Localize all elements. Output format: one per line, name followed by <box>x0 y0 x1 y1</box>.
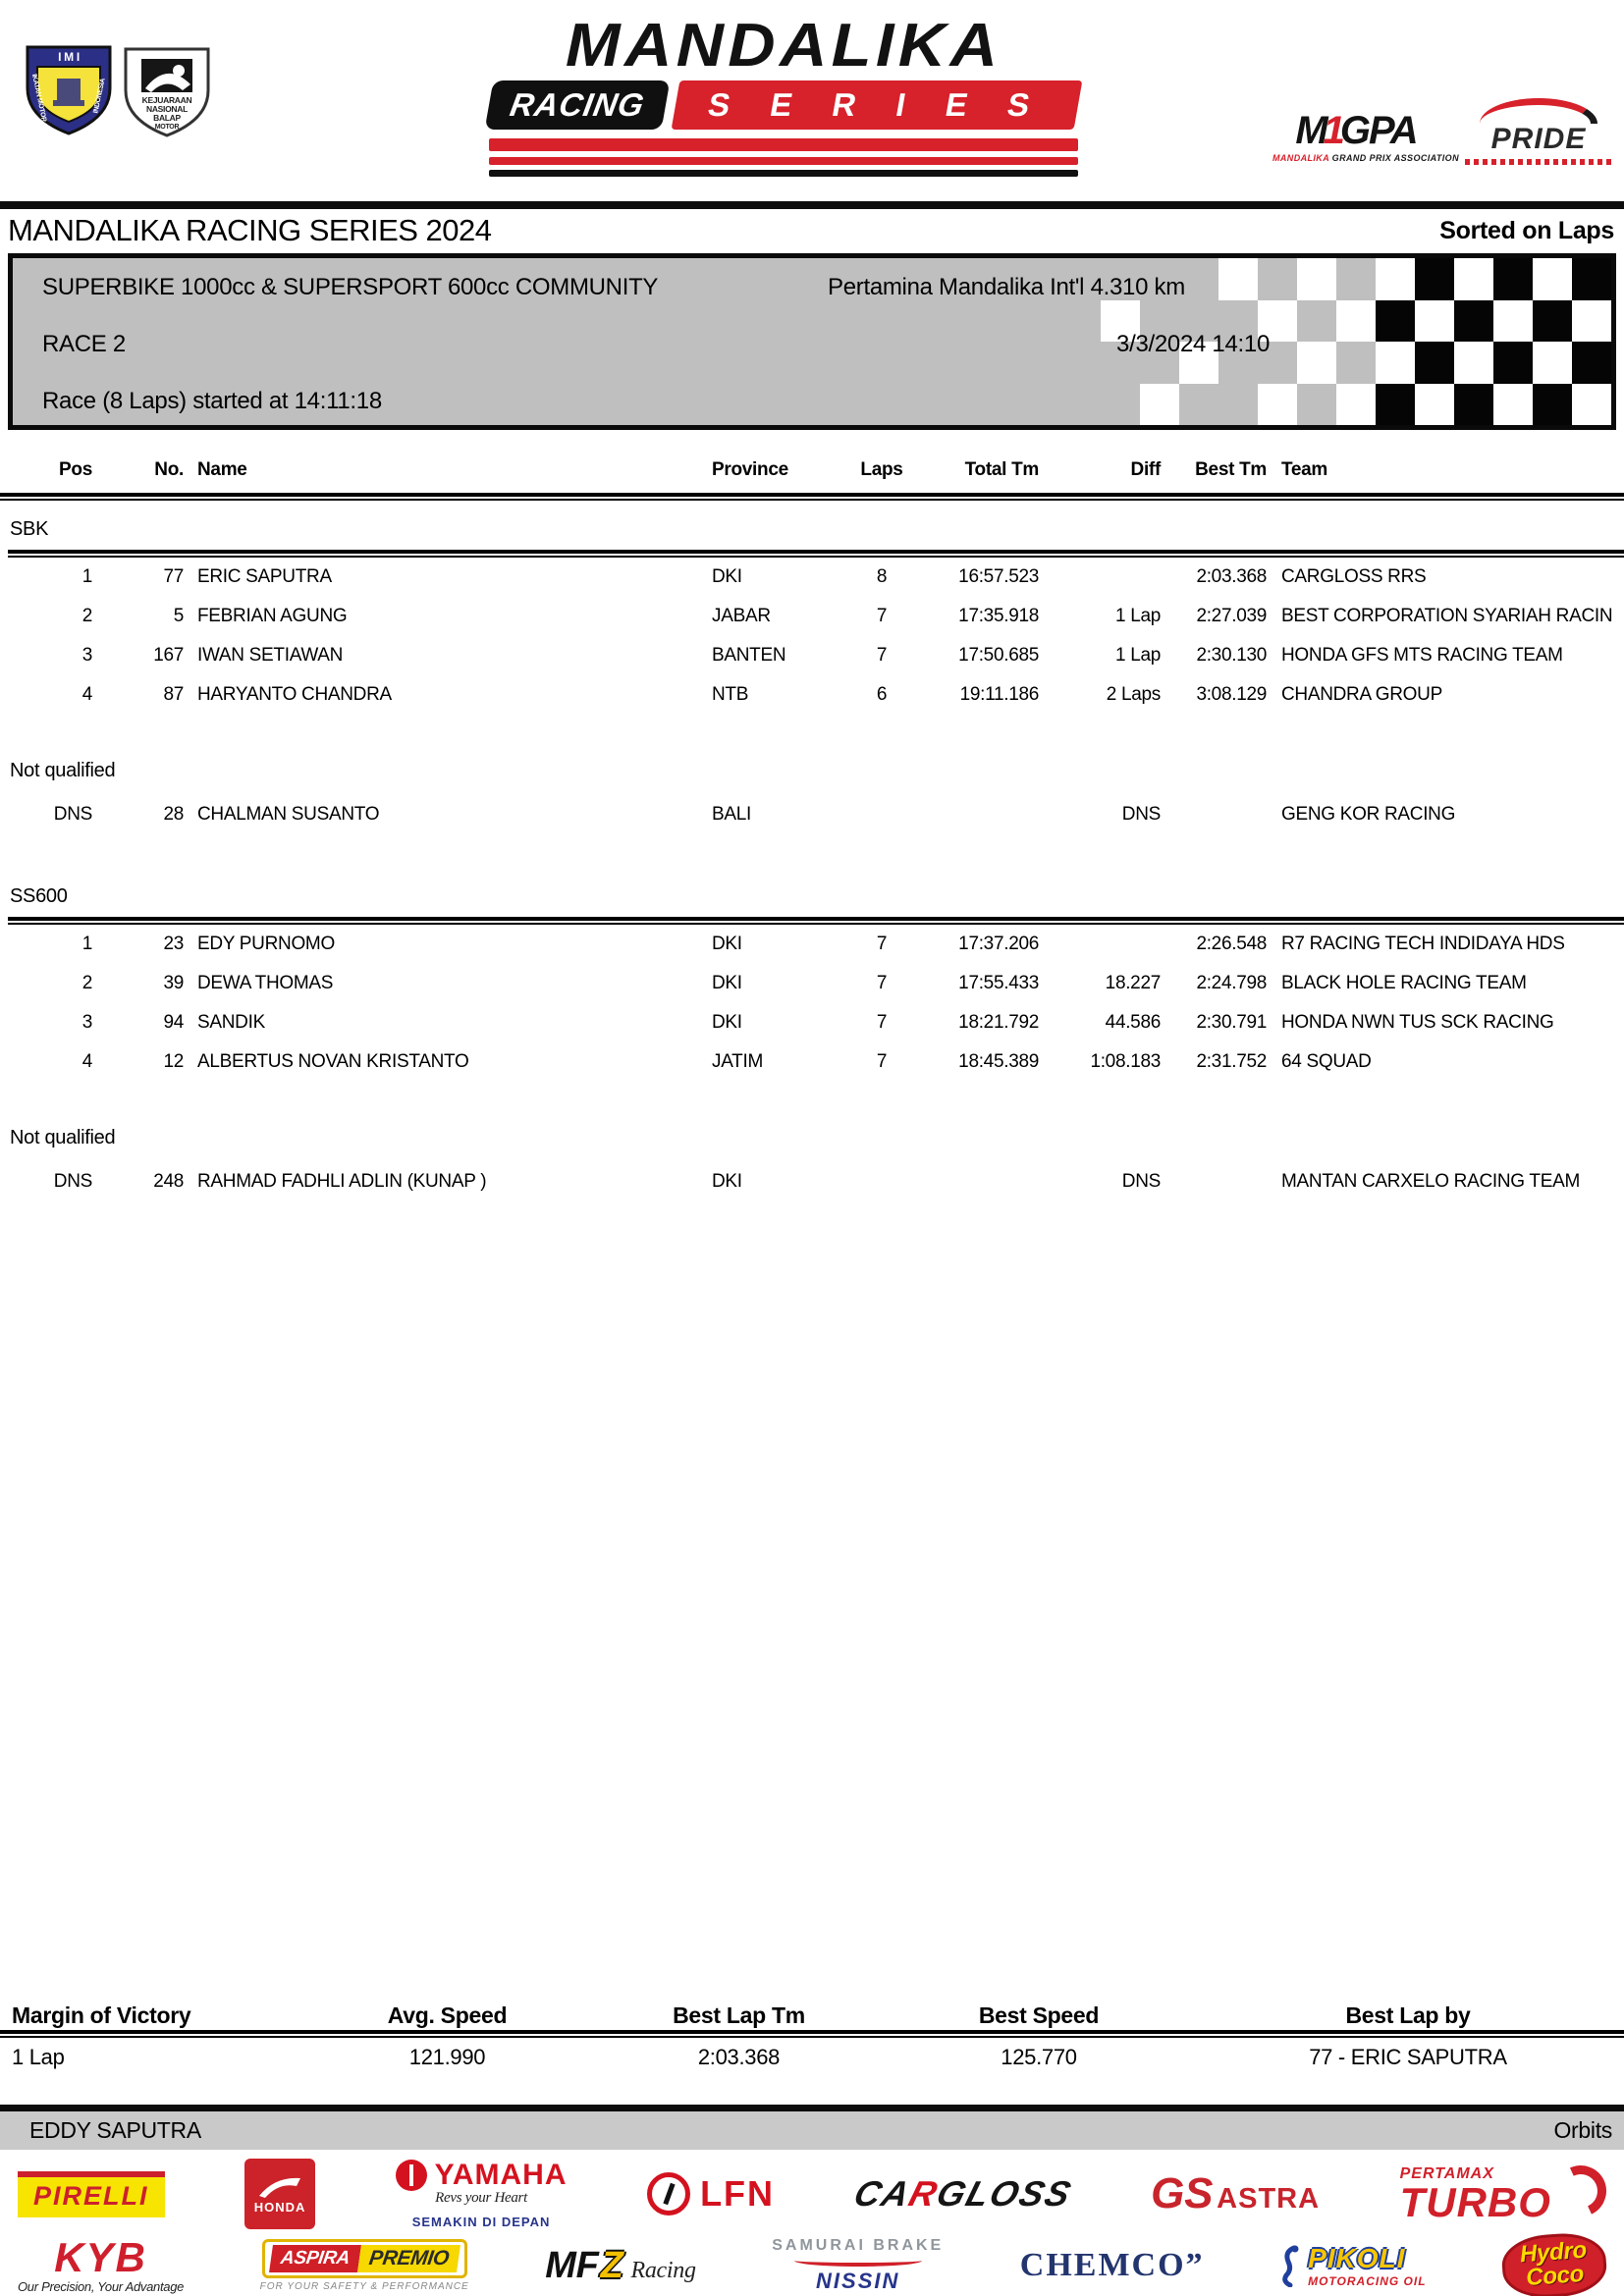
pride-logo <box>1465 98 1612 165</box>
checker-cell <box>1572 342 1611 384</box>
result-row <box>8 1162 1624 1201</box>
cargloss-gloss: GLOSS <box>931 2173 1077 2214</box>
turbo-wordmark: TURBO <box>1399 2179 1551 2225</box>
cell-diff: 2 Laps <box>1106 684 1161 705</box>
checker-cell <box>1493 258 1533 300</box>
cell-name: RAHMAD FADHLI ADLIN (KUNAP ) <box>197 1171 487 1192</box>
result-row <box>8 558 1624 597</box>
cell-name: IWAN SETIAWAN <box>197 645 344 666</box>
ss600-nq-rows <box>8 1162 1624 1201</box>
yamaha-wordmark: YAMAHA <box>434 2159 568 2191</box>
stats-header-row <box>8 2001 1624 2030</box>
cell-no: 94 <box>163 1012 184 1033</box>
premio-wordmark: PREMIO <box>357 2245 460 2272</box>
cargloss-r: R <box>903 2173 944 2214</box>
cell-no: 28 <box>163 804 184 825</box>
title-row <box>8 209 1614 252</box>
header-no: No. <box>154 459 184 480</box>
not-qualified-label-ss600: Not qualified <box>10 1127 116 1148</box>
sbk-rows <box>8 558 1624 715</box>
mgpa-one: 1 <box>1323 109 1343 152</box>
sorted-on-label: Sorted on Laps <box>1439 216 1614 244</box>
cell-diff: 1 Lap <box>1114 645 1161 666</box>
yamaha-tagline: Revs your Heart <box>435 2190 527 2206</box>
pikoli-logo <box>1280 2243 1426 2288</box>
header-province: Province <box>712 459 788 480</box>
not-qualified-label-sbk: Not qualified <box>10 760 116 781</box>
cell-pos: 4 <box>81 684 92 705</box>
pride-arc-icon <box>1480 98 1597 124</box>
pikoli-seahorse-icon <box>1280 2244 1302 2287</box>
cargloss-logo <box>848 2173 1077 2215</box>
turbo-swoosh-icon <box>1548 2159 1614 2224</box>
logo-stripe-red <box>489 138 1078 151</box>
cell-name: HARYANTO CHANDRA <box>197 684 392 705</box>
cell-pos: 2 <box>81 606 92 626</box>
cell-diff: 18.227 <box>1105 973 1161 993</box>
checker-cell <box>1493 384 1533 426</box>
cell-laps: 7 <box>876 1051 888 1072</box>
mfz-z: Z <box>600 2244 623 2286</box>
stat-header-avg-speed: Avg. Speed <box>387 2002 508 2028</box>
astra-wordmark: ASTRA <box>1217 2183 1321 2215</box>
checker-cell <box>1415 258 1454 300</box>
cell-laps: 7 <box>876 1012 888 1033</box>
racing-badge: RACING <box>485 80 671 130</box>
header-total-tm: Total Tm <box>964 459 1039 480</box>
yamaha-slogan: SEMAKIN DI DEPAN <box>411 2215 551 2229</box>
cell-best: 2:30.791 <box>1196 1012 1267 1033</box>
section-label-sbk: SBK <box>10 518 49 540</box>
cell-laps: 6 <box>876 684 888 705</box>
svg-text:IKATAN MOTOR: IKATAN MOTOR <box>29 73 48 123</box>
checker-cell <box>1218 384 1258 426</box>
result-row <box>8 597 1624 636</box>
svg-text:KEJUARAAN: KEJUARAAN <box>141 95 192 105</box>
checker-cell <box>1533 300 1572 343</box>
event-race: RACE 2 <box>42 331 126 357</box>
checker-cell <box>1454 342 1493 384</box>
honda-wing-icon <box>257 2174 302 2200</box>
result-row <box>8 675 1624 715</box>
mgpa-wordmark <box>1272 110 1439 151</box>
checker-cell <box>1572 384 1611 426</box>
cell-team: HONDA GFS MTS RACING TEAM <box>1281 645 1563 666</box>
cell-laps: 7 <box>876 606 888 626</box>
stat-header-best-speed: Best Speed <box>978 2002 1100 2028</box>
cell-laps: 8 <box>876 566 888 587</box>
mfz-racing-script: Racing <box>630 2257 696 2283</box>
checker-cell <box>1336 342 1376 384</box>
checker-cell <box>1297 384 1336 426</box>
cell-total: 19:11.186 <box>959 684 1039 705</box>
result-row <box>8 964 1624 1003</box>
page-title: MANDALIKA RACING SERIES 2024 <box>8 213 492 247</box>
cell-pos: 1 <box>81 934 92 954</box>
result-row <box>8 636 1624 675</box>
mgpa-subtitle-black: GRAND PRIX ASSOCIATION <box>1328 153 1459 163</box>
series-badge: S E R I E S <box>672 80 1083 130</box>
results-body <box>8 518 1624 1201</box>
cell-province: DKI <box>712 934 742 954</box>
cell-name: DEWA THOMAS <box>197 973 334 993</box>
checker-cell <box>1336 258 1376 300</box>
ss600-rows <box>8 925 1624 1082</box>
checker-cell <box>1533 258 1572 300</box>
cell-total: 17:55.433 <box>958 973 1039 993</box>
mgpa-gpa: GPA <box>1339 109 1417 152</box>
sbk-nq-rows <box>8 795 1624 834</box>
cell-province: BANTEN <box>712 645 786 666</box>
samurai-brake-wordmark: SAMURAI BRAKE <box>772 2237 945 2254</box>
header-team: Team <box>1281 459 1328 480</box>
cell-name: SANDIK <box>197 1012 265 1033</box>
cell-best: 2:24.798 <box>1196 973 1267 993</box>
stat-value-best-lap-by: 77 - ERIC SAPUTRA <box>1309 2045 1507 2069</box>
stat-value-margin: 1 Lap <box>12 2045 65 2069</box>
nissin-arc-icon <box>794 2255 922 2267</box>
cell-team: HONDA NWN TUS SCK RACING <box>1281 1012 1554 1033</box>
kyb-wordmark: KYB <box>54 2233 147 2280</box>
event-datetime: 3/3/2024 14:10 <box>1116 331 1270 357</box>
cell-pos: 4 <box>81 1051 92 1072</box>
pirelli-logo <box>18 2171 165 2217</box>
cell-total: 18:45.389 <box>958 1051 1039 1072</box>
cell-pos: DNS <box>53 1171 92 1192</box>
checker-cell <box>1415 300 1454 343</box>
cell-name: CHALMAN SUSANTO <box>197 804 380 825</box>
cell-team: MANTAN CARXELO RACING TEAM <box>1281 1171 1580 1192</box>
checker-cell <box>1376 384 1415 426</box>
cell-province: DKI <box>712 1012 742 1033</box>
header-logos <box>0 0 1624 196</box>
orbits-label: Orbits <box>1553 2117 1612 2143</box>
pertamax-turbo-logo <box>1399 2165 1606 2225</box>
cell-province: BALI <box>712 804 751 825</box>
svg-text:MOTOR: MOTOR <box>154 124 180 131</box>
checker-cell <box>1258 258 1297 300</box>
cell-best: 2:30.130 <box>1196 645 1267 666</box>
honda-logo <box>244 2159 315 2229</box>
checker-cell <box>1297 258 1336 300</box>
sponsor-row-2 <box>0 2233 1624 2295</box>
cell-best: 2:31.752 <box>1196 1051 1267 1072</box>
timekeeper-name: EDDY SAPUTRA <box>29 2117 201 2143</box>
stat-value-best-lap: 2:03.368 <box>697 2045 781 2069</box>
checker-cell <box>1218 258 1258 300</box>
checker-cell <box>1297 300 1336 343</box>
result-row <box>8 795 1624 834</box>
aspira-wordmark: ASPIRA <box>269 2245 361 2272</box>
checker-cell <box>1415 342 1454 384</box>
race-stats <box>8 2001 1624 2077</box>
hydro-coco-logo <box>1500 2230 1608 2296</box>
stat-header-margin: Margin of Victory <box>12 2002 191 2028</box>
gs-wordmark: GS <box>1151 2169 1214 2217</box>
section-label-ss600: SS600 <box>10 885 68 907</box>
svg-text:NASIONAL: NASIONAL <box>146 104 188 114</box>
logo-stripe-red-thin <box>489 157 1078 165</box>
header-underline <box>0 493 1624 501</box>
result-row <box>8 1042 1624 1082</box>
stats-underline <box>0 2030 1624 2038</box>
lfn-ring-icon <box>647 2172 690 2216</box>
mfz-racing-logo <box>545 2245 695 2287</box>
cell-laps: 7 <box>876 645 888 666</box>
gs-astra-logo <box>1151 2169 1320 2218</box>
checker-cell <box>1258 384 1297 426</box>
samurai-nissin-logo <box>772 2237 944 2294</box>
cell-team: 64 SQUAD <box>1281 1051 1372 1072</box>
checker-cell <box>1336 384 1376 426</box>
checker-cell <box>1376 258 1415 300</box>
lfn-wordmark: LFN <box>700 2173 776 2214</box>
checker-cell <box>1336 300 1376 343</box>
header-name: Name <box>197 459 247 480</box>
checker-cell <box>1061 384 1101 426</box>
chemco-wordmark: CHEMCO” <box>1019 2247 1205 2283</box>
hydro-wordmark: Hydro <box>1519 2236 1588 2269</box>
cell-diff: 1:08.183 <box>1090 1051 1161 1072</box>
result-row <box>8 925 1624 964</box>
cell-no: 23 <box>163 934 184 954</box>
stats-values-row <box>8 2038 1624 2077</box>
aspira-premio-logo <box>260 2239 469 2292</box>
logo-stripe-black <box>489 170 1078 177</box>
honda-wordmark: HONDA <box>253 2199 306 2215</box>
checker-cell <box>1533 342 1572 384</box>
mandalika-wordmark: MANDALIKA <box>565 12 1002 80</box>
pride-wordmark: PRIDE <box>1490 123 1587 155</box>
stat-value-avg-speed: 121.990 <box>408 2045 486 2069</box>
cell-team: R7 RACING TECH INDIDAYA HDS <box>1281 934 1565 954</box>
cell-laps: 7 <box>876 934 888 954</box>
cell-team: CARGLOSS RRS <box>1281 566 1427 587</box>
stat-header-best-lap: Best Lap Tm <box>673 2002 805 2028</box>
cell-diff: 1 Lap <box>1114 606 1161 626</box>
section-gap <box>8 834 1624 885</box>
cell-pos: 1 <box>81 566 92 587</box>
checker-cell <box>1140 384 1179 426</box>
cell-total: 17:37.206 <box>958 934 1039 954</box>
cell-laps: 7 <box>876 973 888 993</box>
cell-total: 17:35.918 <box>958 606 1039 626</box>
chemco-logo <box>1020 2247 1205 2284</box>
cell-no: 87 <box>163 684 184 705</box>
pikoli-wordmark: PIKOLI <box>1308 2243 1406 2273</box>
checker-cell <box>1376 300 1415 343</box>
aspira-tagline: FOR YOUR SAFETY & PERFORMANCE <box>259 2281 469 2292</box>
cell-total: 18:21.792 <box>958 1012 1039 1033</box>
cell-name: ALBERTUS NOVAN KRISTANTO <box>197 1051 469 1072</box>
cell-best: 2:26.548 <box>1196 934 1267 954</box>
cell-no: 5 <box>173 606 184 626</box>
sponsor-row-1 <box>0 2154 1624 2234</box>
section-line <box>8 550 1624 558</box>
cell-diff: 44.586 <box>1105 1012 1161 1033</box>
svg-text:I M I: I M I <box>58 50 80 64</box>
cell-diff: DNS <box>1121 804 1161 825</box>
checker-cell <box>1297 342 1336 384</box>
cell-team: BEST CORPORATION SYARIAH RACIN <box>1281 606 1613 626</box>
cell-province: DKI <box>712 973 742 993</box>
event-class: SUPERBIKE 1000cc & SUPERSPORT 600cc COMMUNITY <box>42 274 659 300</box>
cell-team: BLACK HOLE RACING TEAM <box>1281 973 1527 993</box>
yamaha-tuning-fork-icon <box>396 2160 427 2191</box>
cell-pos: 2 <box>81 973 92 993</box>
pirelli-wordmark: PIRELLI <box>33 2180 149 2211</box>
kyb-tagline: Our Precision, Your Advantage <box>18 2278 185 2294</box>
cell-no: 167 <box>153 645 184 666</box>
mandalika-series-logo <box>489 12 1078 177</box>
knbm-badge-icon <box>120 41 214 139</box>
checker-cell <box>1572 258 1611 300</box>
section-line <box>8 917 1624 925</box>
cell-pos: 3 <box>81 645 92 666</box>
cell-total: 17:50.685 <box>958 645 1039 666</box>
pikoli-tagline: MOTORACING OIL <box>1308 2274 1427 2288</box>
checker-cell <box>1533 384 1572 426</box>
header-laps: Laps <box>860 459 903 480</box>
cell-no: 39 <box>163 973 184 993</box>
mgpa-m: M <box>1295 109 1326 152</box>
stat-header-best-lap-by: Best Lap by <box>1345 2002 1471 2028</box>
checker-cell <box>1454 384 1493 426</box>
event-info-box <box>8 253 1616 430</box>
svg-text:BALAP: BALAP <box>153 113 181 123</box>
svg-text:INDONESIA: INDONESIA <box>92 78 107 115</box>
cell-team: GENG KOR RACING <box>1281 804 1456 825</box>
header-divider <box>0 201 1624 209</box>
cell-no: 248 <box>153 1171 184 1192</box>
nissin-wordmark: NISSIN <box>816 2269 900 2293</box>
checker-cell <box>1454 300 1493 343</box>
kyb-logo <box>18 2233 185 2294</box>
mgpa-logo <box>1272 109 1459 163</box>
cell-province: DKI <box>712 566 742 587</box>
cell-name: FEBRIAN AGUNG <box>197 606 348 626</box>
event-start: Race (8 Laps) started at 14:11:18 <box>42 388 382 414</box>
cell-no: 77 <box>163 566 184 587</box>
imi-badge-icon <box>24 41 114 137</box>
header-best-tm: Best Tm <box>1195 459 1267 480</box>
checker-cell <box>1179 384 1218 426</box>
pride-zigzag-icon <box>1465 159 1612 165</box>
footer-bar <box>0 2111 1624 2150</box>
checker-cell <box>1454 258 1493 300</box>
pertamax-wordmark: PERTAMAX <box>1399 2165 1494 2182</box>
checker-cell <box>1415 384 1454 426</box>
lfn-logo <box>647 2172 775 2216</box>
sponsor-strip <box>0 2154 1624 2295</box>
cell-pos: 3 <box>81 1012 92 1033</box>
yamaha-logo <box>396 2159 568 2229</box>
cell-total: 16:57.523 <box>958 566 1039 587</box>
results-header-row <box>8 454 1624 486</box>
mfz-mf: MF <box>545 2244 599 2286</box>
checker-cell <box>1376 342 1415 384</box>
cargloss-ca: CA <box>848 2173 916 2214</box>
cell-best: 3:08.129 <box>1196 684 1267 705</box>
mgpa-subtitle <box>1272 153 1459 163</box>
checker-cell <box>1493 300 1533 343</box>
checker-cell <box>1493 342 1533 384</box>
checker-cell <box>1101 384 1140 426</box>
cell-team: CHANDRA GROUP <box>1281 684 1442 705</box>
cell-province: DKI <box>712 1171 742 1192</box>
cell-province: JATIM <box>712 1051 763 1072</box>
mgpa-subtitle-red: MANDALIKA <box>1272 153 1329 163</box>
cell-name: ERIC SAPUTRA <box>197 566 332 587</box>
checker-cell <box>1179 258 1218 300</box>
cell-best: 2:27.039 <box>1196 606 1267 626</box>
footer-divider <box>0 2105 1624 2111</box>
cell-name: EDY PURNOMO <box>197 934 335 954</box>
header-pos: Pos <box>59 459 92 480</box>
header-diff: Diff <box>1130 459 1161 480</box>
cell-best: 2:03.368 <box>1196 566 1267 587</box>
cell-pos: DNS <box>53 804 92 825</box>
cell-province: JABAR <box>712 606 771 626</box>
result-row <box>8 1003 1624 1042</box>
checker-cell <box>1572 300 1611 343</box>
cell-diff: DNS <box>1121 1171 1161 1192</box>
cell-no: 12 <box>163 1051 184 1072</box>
stat-value-best-speed: 125.770 <box>1001 2045 1077 2069</box>
event-circuit: Pertamina Mandalika Int'l 4.310 km <box>828 274 1185 300</box>
coco-wordmark: Coco <box>1525 2260 1586 2291</box>
cell-province: NTB <box>712 684 749 705</box>
